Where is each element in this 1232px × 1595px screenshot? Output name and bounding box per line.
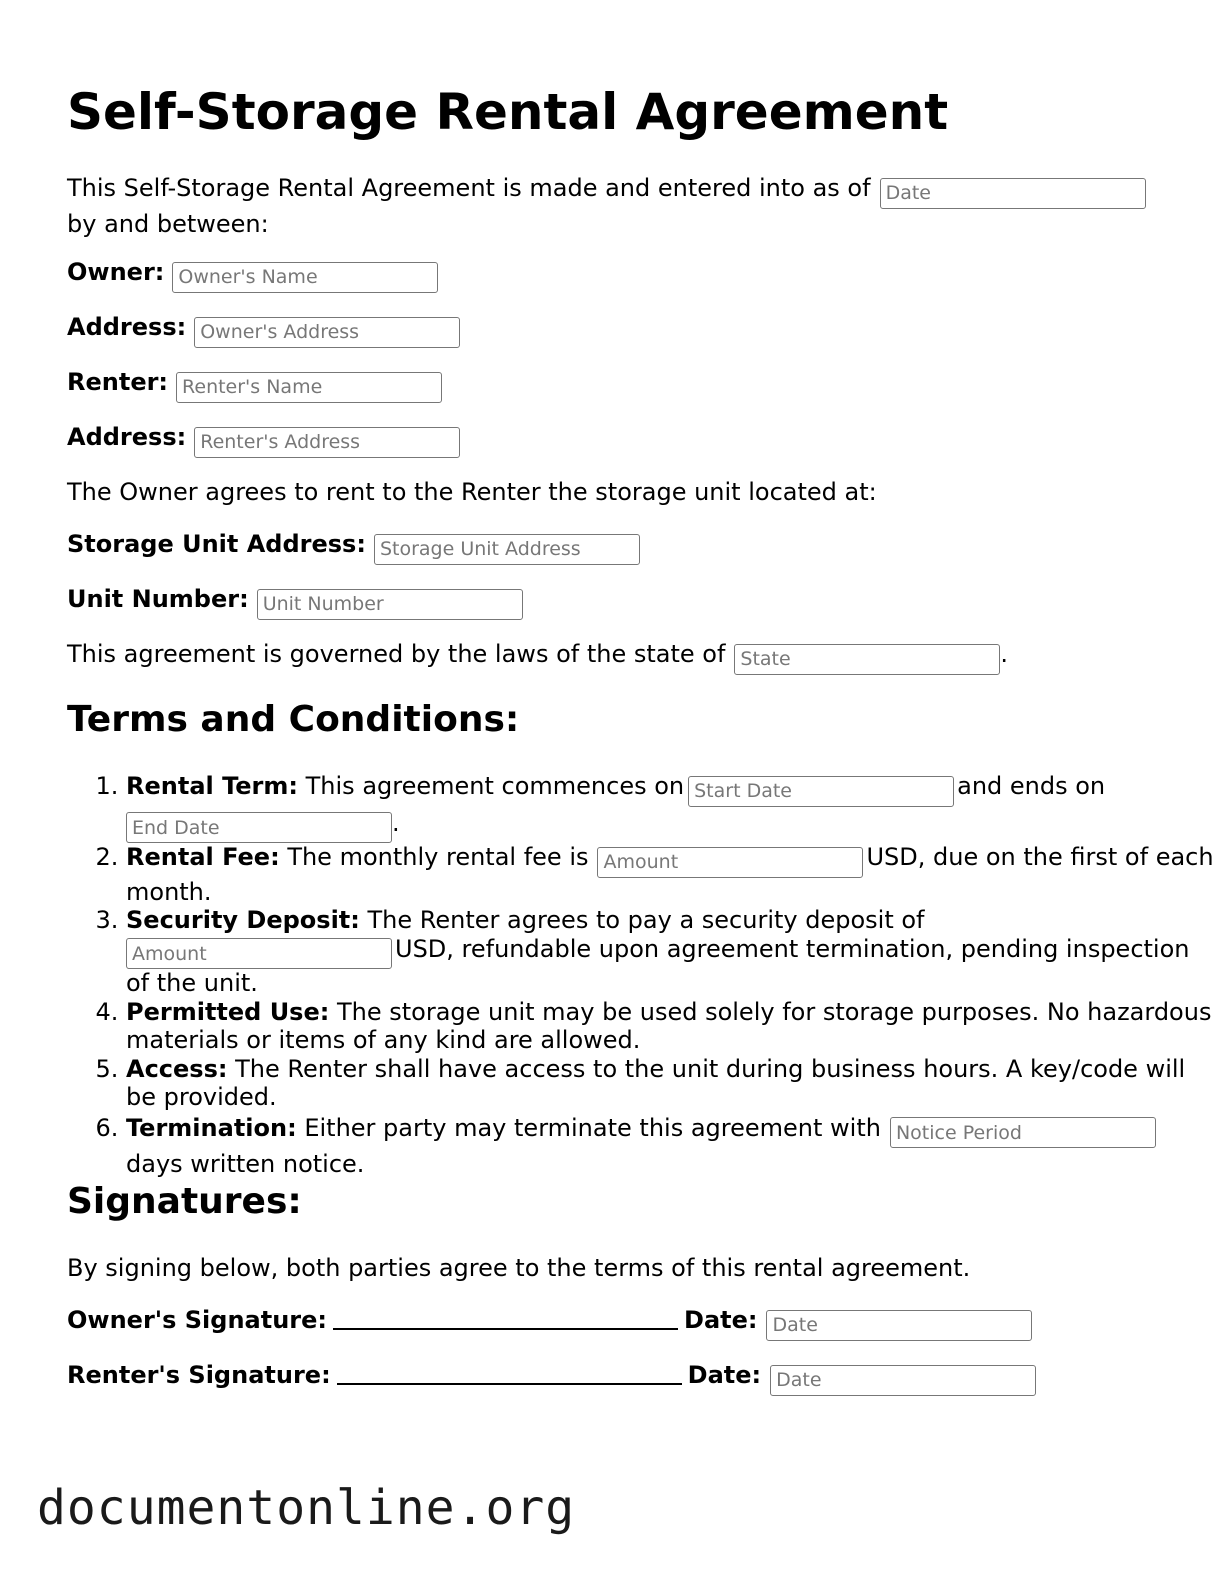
signatures-heading: Signatures: (67, 1181, 302, 1222)
unit-number-input[interactable] (257, 589, 523, 620)
owner-row (67, 257, 441, 293)
document-title: Self-Storage Rental Agreement (67, 83, 949, 141)
renter-signature-label: Renter's Signature: (67, 1361, 331, 1389)
governing-law-text: This agreement is governed by the laws of the state of (67, 640, 726, 668)
intro-text: This Self-Storage Rental Agreement is made and entered into as of (67, 174, 871, 202)
renter-date-label: Date: (687, 1361, 762, 1389)
renter-signature-line[interactable] (337, 1361, 682, 1385)
renter-name-input[interactable] (176, 372, 442, 403)
owner-signature-line[interactable] (333, 1306, 678, 1330)
owner-address-label: Address: (67, 313, 187, 341)
intro-paragraph (67, 173, 1157, 239)
security-deposit-amount-input[interactable] (126, 938, 392, 969)
storage-address-row (67, 529, 643, 565)
site-watermark: documentonline.org (37, 1480, 576, 1536)
access-text: The Renter shall have access to the unit during business hours. A key/code will be provided. (126, 1054, 1186, 1111)
governing-law-row (67, 639, 1008, 675)
agreement-date-input[interactable] (880, 178, 1146, 209)
renter-address-row (67, 422, 463, 458)
term-termination (126, 1112, 1216, 1181)
end-date-input[interactable] (126, 812, 392, 843)
unit-lead-text: The Owner agrees to rent to the Renter the storage unit located at: (67, 478, 877, 506)
permitted-use-label: Permitted Use: (126, 997, 330, 1026)
signatures-lead-text: By signing below, both parties agree to the terms of this rental agreement. (67, 1254, 971, 1282)
term-access (126, 1055, 1216, 1112)
owner-signature-row (67, 1305, 1035, 1341)
access-label: Access: (126, 1054, 228, 1083)
owner-signature-label: Owner's Signature: (67, 1306, 328, 1334)
permitted-use-text: The storage unit may be used solely for storage purposes. No hazardous materials or items of any kind are allowed. (126, 997, 1212, 1054)
rental-term-end: . (392, 808, 400, 837)
rental-term-label: Rental Term: (126, 772, 298, 800)
security-deposit-text-2: USD, refundable upon agreement termination, pending inspection of the unit. (126, 934, 1190, 997)
termination-text-2: days written notice. (126, 1150, 365, 1178)
owner-address-input[interactable] (194, 317, 460, 348)
renter-address-input[interactable] (194, 427, 460, 458)
unit-number-label: Unit Number: (67, 585, 249, 613)
rental-fee-text: The monthly rental fee is (287, 843, 589, 871)
start-date-input[interactable] (688, 776, 954, 807)
owner-date-label: Date: (684, 1306, 758, 1334)
security-deposit-text: The Renter agrees to pay a security deposit of (367, 906, 925, 934)
owner-date-input[interactable] (766, 1310, 1032, 1341)
termination-label: Termination: (126, 1113, 297, 1142)
state-input[interactable] (734, 644, 1000, 675)
renter-address-label: Address: (67, 423, 187, 451)
renter-date-input[interactable] (770, 1365, 1036, 1396)
storage-address-input[interactable] (374, 534, 640, 565)
term-security-deposit (126, 906, 1216, 998)
terms-list (67, 770, 1216, 1180)
unit-number-row (67, 584, 526, 620)
renter-signature-row (67, 1360, 1039, 1396)
renter-row (67, 367, 445, 403)
term-rental-term (126, 770, 1216, 843)
rental-term-text: This agreement commences on (305, 772, 685, 800)
rental-fee-amount-input[interactable] (597, 847, 863, 878)
intro-text-end: by and between: (67, 209, 269, 238)
rental-fee-text-2: USD, due on the first of each month. (126, 843, 1214, 906)
security-deposit-label: Security Deposit: (126, 906, 360, 934)
terms-heading: Terms and Conditions: (67, 699, 520, 740)
rental-fee-label: Rental Fee: (126, 843, 280, 871)
notice-period-input[interactable] (890, 1117, 1156, 1148)
storage-address-label: Storage Unit Address: (67, 530, 366, 558)
term-permitted-use (126, 998, 1216, 1055)
term-rental-fee (126, 843, 1216, 906)
owner-name-input[interactable] (172, 262, 438, 293)
rental-term-text-2: and ends on (957, 772, 1106, 800)
termination-text: Either party may terminate this agreement with (304, 1113, 881, 1142)
owner-label: Owner: (67, 258, 165, 286)
owner-address-row (67, 312, 463, 348)
renter-label: Renter: (67, 368, 169, 396)
governing-law-end: . (1000, 640, 1009, 668)
